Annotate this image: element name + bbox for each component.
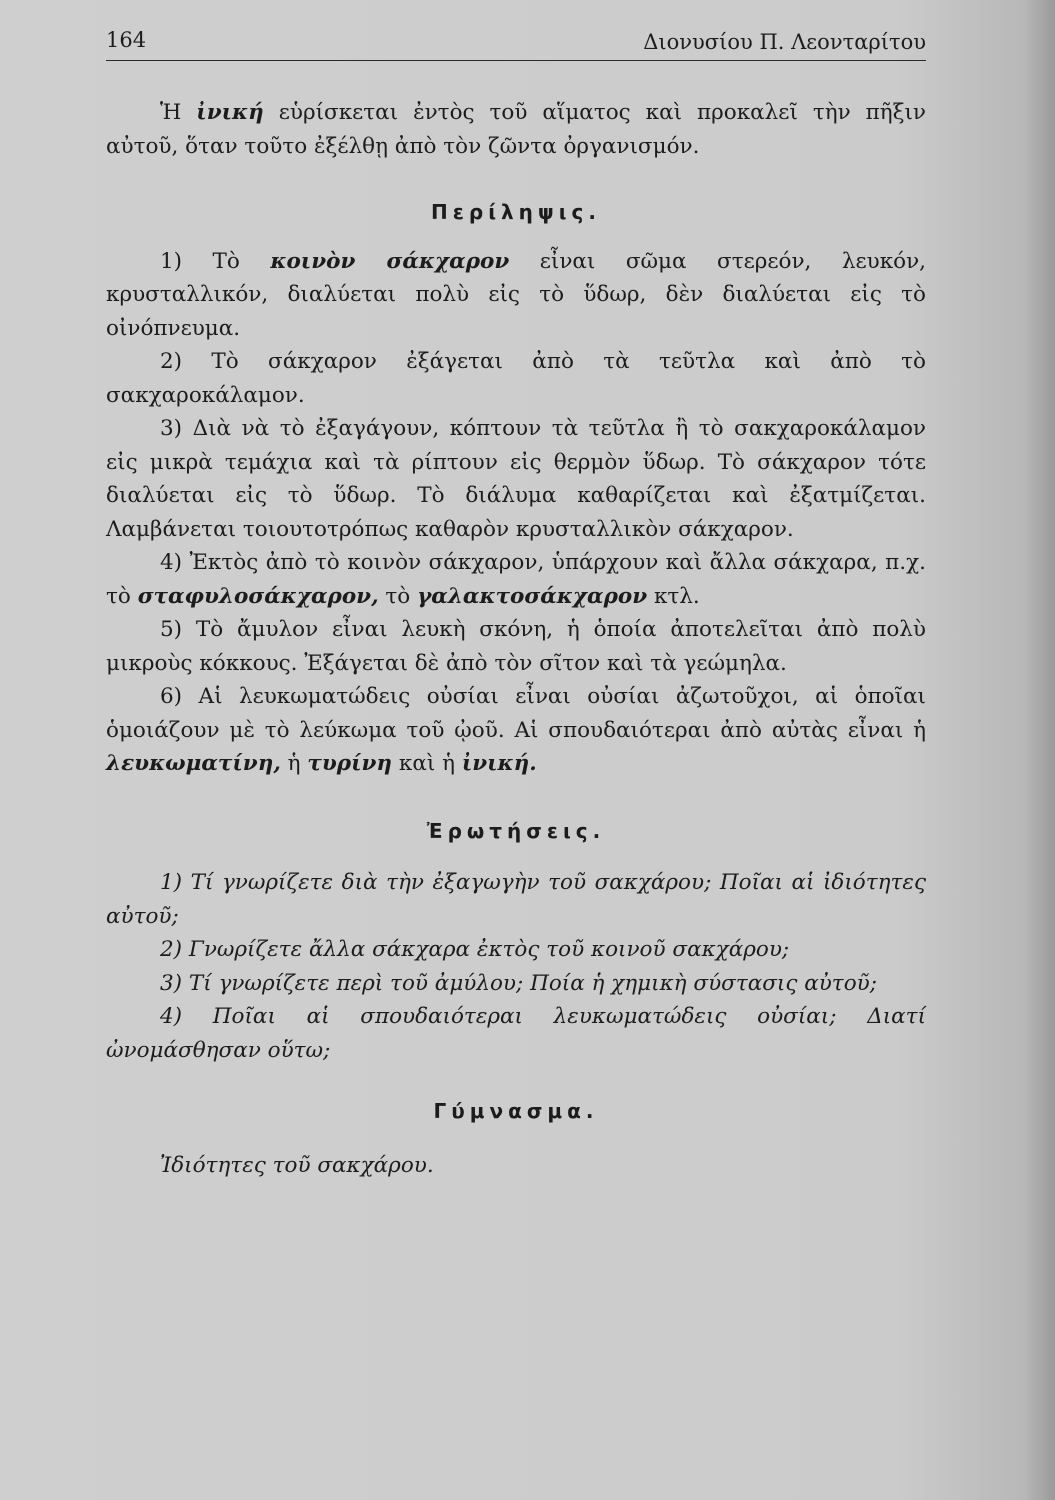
question-item: 3) Τί γνωρίζετε περὶ τοῦ ἀμύλου; Ποία ἡ χημικὴ σύστασις αὐτοῦ; [160, 970, 877, 996]
questions-list [106, 866, 926, 1067]
page-number: 164 [106, 28, 147, 52]
summary-item-6: 6) Αἱ λευκωματώδεις οὐσίαι εἶναι οὐσίαι ἀζωτοῦχοι, αἱ ὁποῖαι ὁμοιάζουν μὲ τὸ λεύκωμα τοῦ ᾠοῦ. Αἱ σπουδαιότεραι ἀπὸ αὐτὰς εἶναι ἡ λευκωματίνη, ἡ τυρίνη καὶ ἡ ἰνική. [106, 684, 926, 776]
summary-item-1: 1) Τὸ κοινὸν σάκχαρον εἶναι σῶμα στερεόν, λευκόν, κρυσταλλικόν, διαλύεται πολὺ εἰς τὸ ὕδωρ, δὲν διαλύεται εἰς τὸ οἰνόπνευμα. [106, 248, 926, 341]
question-item: 2) Γνωρίζετε ἄλλα σάκχαρα ἐκτὸς τοῦ κοινοῦ σακχάρου; [160, 937, 790, 962]
body-text [106, 96, 926, 1182]
running-head: Διονυσίου Π. Λεονταρίτου [643, 30, 926, 54]
summary-item-2: 2) Τὸ σάκχαρον ἐξάγεται ἀπὸ τὰ τεῦτλα καὶ ἀπὸ τὸ σακχαροκάλαμον. [106, 349, 926, 408]
exercise-heading: Γύμνασμα. [433, 1099, 599, 1123]
questions-heading: Ἐρωτήσεις. [426, 818, 606, 843]
page-header [106, 26, 926, 60]
question-item: 4) Ποῖαι αἱ σπουδαιότεραι λευκωματώδεις οὐσίαι; Διατί ὠνομάσθησαν οὕτω; [106, 1004, 926, 1063]
summary-heading: Περίληψις. [431, 200, 601, 224]
exercise-text: Ἰδιότητες τοῦ σακχάρου. [160, 1152, 434, 1178]
question-item: 1) Τί γνωρίζετε διὰ τὴν ἐξαγωγὴν τοῦ σακχάρου; Ποῖαι αἱ ἰδιότητες αὐτοῦ; [106, 870, 926, 929]
summary-item-5: 5) Τὸ ἄμυλον εἶναι λευκὴ σκόνη, ἡ ὁποία ἀποτελεῖται ἀπὸ πολὺ μικροὺς κόκκους. Ἐξάγεται δὲ ἀπὸ τὸν σῖτον καὶ τὰ γεώμηλα. [106, 617, 926, 676]
intro-paragraph: Ἡ ἰνική εὑρίσκεται ἐντὸς τοῦ αἵματος καὶ προκαλεῖ τὴν πῆξιν αὐτοῦ, ὅταν τοῦτο ἐξέλθῃ ἀπὸ τὸν ζῶντα ὀργανισμόν. [106, 100, 926, 159]
summary-item-4: 4) Ἐκτὸς ἀπὸ τὸ κοινὸν σάκχαρον, ὑπάρχουν καὶ ἄλλα σάκχαρα, π.χ. τὸ σταφυλοσάκχαρον, τὸ γαλακτοσάκχαρον κτλ. [106, 550, 926, 609]
header-rule [106, 60, 926, 61]
summary-item-3: 3) Διὰ νὰ τὸ ἐξαγάγουν, κόπτουν τὰ τεῦτλα ἢ τὸ σακχαροκάλαμον εἰς μικρὰ τεμάχια καὶ τὰ ρίπτουν εἰς θερμὸν ὕδωρ. Τὸ σάκχαρον τότε διαλύεται εἰς τὸ ὕδωρ. Τὸ διάλυμα καθαρίζεται καὶ ἐξατμίζεται. Λαμβάνεται τοιουτοτρόπως καθαρὸν κρυσταλλικὸν σάκχαρον. [106, 416, 926, 542]
